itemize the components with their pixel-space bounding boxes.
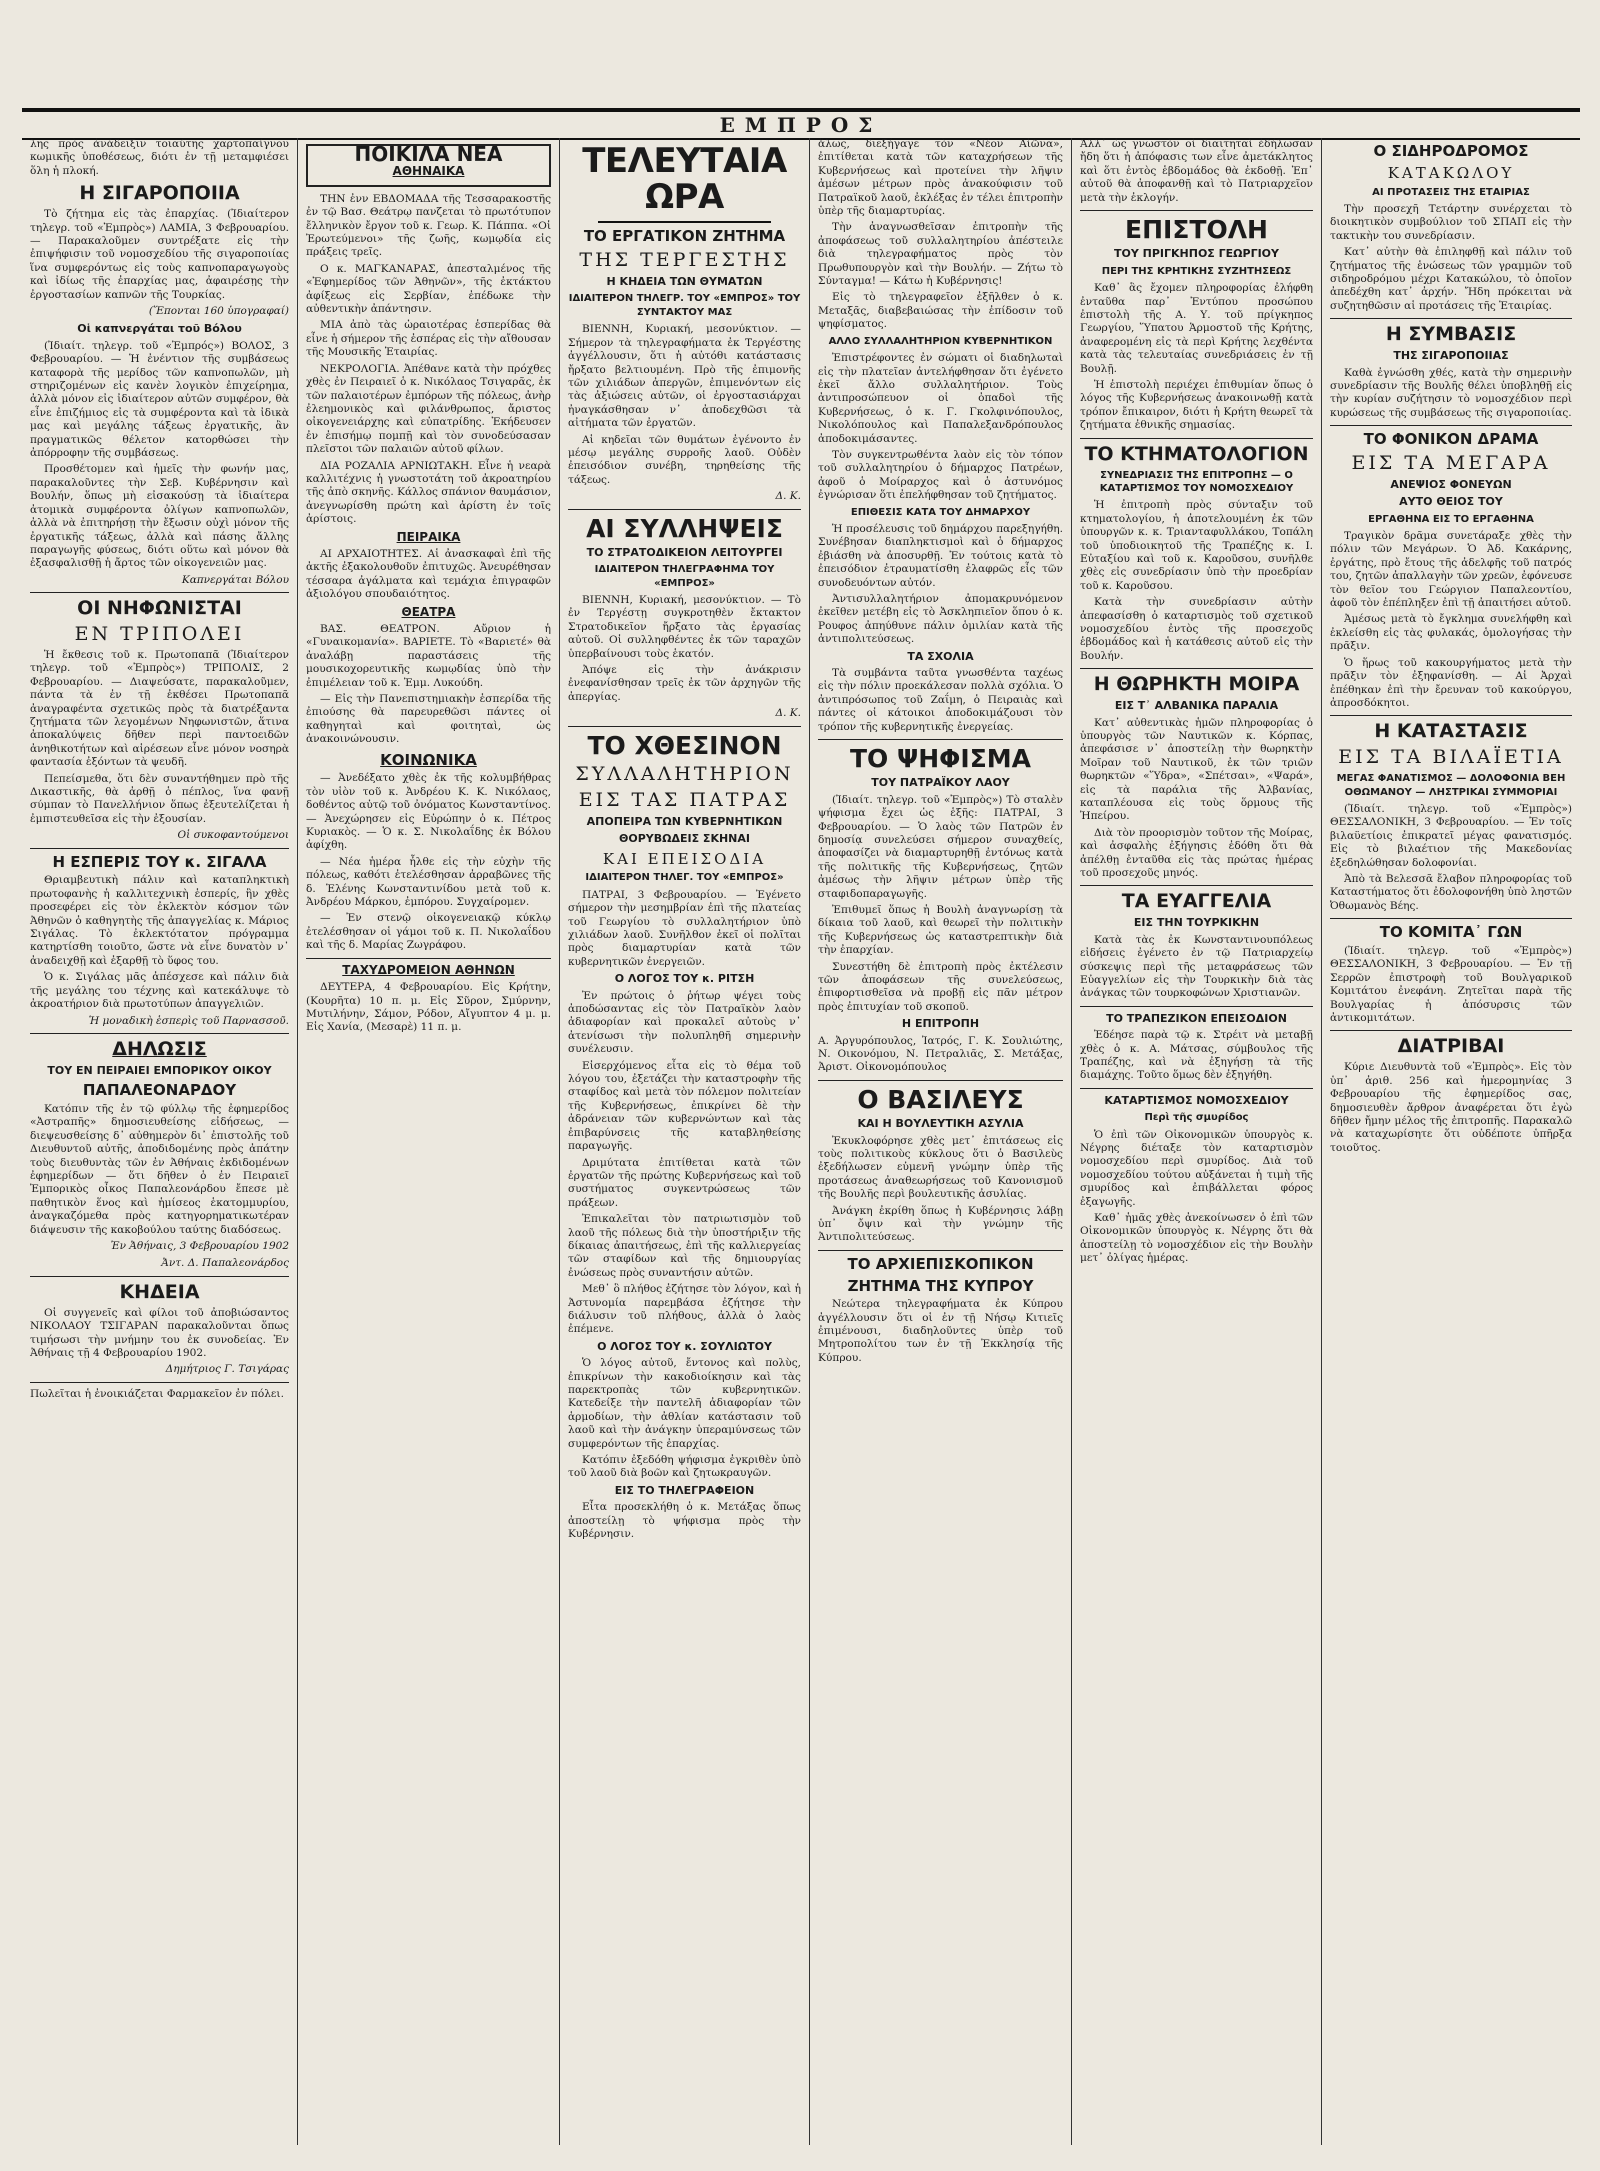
article-text: ΔΕΥΤΕΡΑ, 4 Φεβρουαρίου. Εἰς Κρήτην, (Κουρῆτα) 10 π. μ. Εἰς Σῦρον, Σμύρνην, Μυτιλήνην, Σάμον, Ρόδον, Αἴγυπτον 4 μ. μ. Εἰς Χανία, (Μεσαρὲ) 11 π. μ. [306, 981, 551, 1034]
headline: ΔΙΑΤΡΙΒΑΙ [1397, 1035, 1505, 1058]
divider [1080, 210, 1313, 211]
column-3 [560, 138, 810, 2145]
article-text: Κατὰ τὴν συνεδρίασιν αὐτὴν ἀπεφασίσθη ὁ καταρτισμὸς τοῦ σχετικοῦ νομοσχεδίου ἐντὸς τῆς προσεχοῦς ἑβδομάδος καὶ ἡ κατάθεσις αὐτοῦ εἰς τὴν Βουλήν. [1080, 596, 1313, 662]
subheadline: ΤΟΥ ΠΡΙΓΚΗΠΟΣ ΓΕΩΡΓΙΟΥ [1113, 247, 1279, 261]
headline: ΠΑΠΑΛΕΟΝΑΡΔΟΥ [82, 1081, 237, 1100]
headline: ΕΙΣ ΤΑΣ ΠΑΤΡΑΣ [578, 788, 791, 811]
signature: Δ. Κ. [775, 707, 801, 720]
article-text: Ἀνάγκη ἐκρίθη ὅπως ἡ Κυβέρνησις λάβῃ ὑπ᾽ ὄψιν καὶ τὴν γνώμην τῆς Ἀντιπολιτεύσεως. [818, 1204, 1063, 1244]
article-text: λης πρὸς ἀνάδειξιν τοιαύτης χαρτοπαίγνου κωμικῆς ὑποθέσεως, διότι ἐν τῇ μεταμφιέσει ὅλη ἡ πλοκή. [30, 138, 289, 177]
article-text: Τὰ συμβάντα ταῦτα γνωσθέντα ταχέως εἰς τὴν πόλιν προεκάλεσαν πολλὰ σχόλια. Ὁ ἀντιπρόσωπος τοῦ Ζαΐμη, ὁ Πειραιὰς καὶ πάντες οἱ κάτοικοι ἀποδοκιμάζουσι τὸν τρόπον τῆς κυβερνητικῆς ἐνεργείας. [818, 667, 1063, 733]
article-text: Κατ᾽ αὐθεντικὰς ἡμῶν πληροφορίας ὁ ὑπουργὸς τῶν Ναυτικῶν κ. Κόρπας, ἀπεφάσισε ν᾽ ἀποστείλῃ τὴν θωρηκτὴν Μοῖραν τοῦ Ναυτικοῦ, ἐκ τῶν τριῶν θωρηκτῶν «Ὕδρα», «Σπέτσαι», «Ψαρά», εἰς τὰ παράλια τῆς Ἀλβανίας, καταπλέουσα εἰς τοὺς ὅρμους τῆς Ἠπείρου. [1080, 716, 1313, 823]
article-text: Καθὰ ἐγνώσθη χθές, κατὰ τὴν σημερινὴν συνεδρίασιν τῆς Βουλῆς θέλει ὑποβληθῇ εἰς τὴν κυρίαν συζήτησιν τὸ νομοσχέδιον περὶ κυρώσεως τῆς συμβάσεως τῆς σιγαροποιίας. [1330, 366, 1572, 419]
article-text: — Ἀνεδέξατο χθὲς ἐκ τῆς κολυμβήθρας τὸν υἱὸν τοῦ κ. Ἀνδρέου Κ. Κ. Νικόλαος, δοθέντος αὐτῷ τοῦ ὀνόματος Κωνσταντίνος. — Ἀνεχώρησεν εἰς Εὐρώπην ὁ κ. Πέτρος Κυριακὸς. — Ὁ κ. Σ. Νικολαΐδης ἐκ Βόλου ἀφίχθη. [306, 772, 551, 852]
divider [30, 1276, 289, 1277]
dateline: Ἐν Ἀθήναις, 3 Φεβρουαρίου 1902 [110, 1240, 289, 1253]
headline: ΚΑΙ ΕΠΕΙΣΟΔΙΑ [602, 849, 767, 868]
divider [1080, 1088, 1313, 1089]
signature: (Ἕπονται 160 ὑπογραφαί) [148, 305, 289, 317]
article-text: Α. Ἀργυρόπουλος, Ἰατρός, Γ. Κ. Σουλιώτης, Ν. Οικονόμου, Ν. Πετραλιᾶς, Σ. Μετάξας, Ἀριστ. Οἰκονομόπουλος [818, 1034, 1063, 1074]
article-text: Ο κ. ΜΑΓΚΑΝΑΡΑΣ, ἀπεσταλμένος τῆς «Ἐφημερίδος τῶν Ἀθηνῶν», τῆς ἐκτάκτου ἀφίξεως εἰς Σερβίαν, ἐπέδωκε τὴν αὐθεντικὴν ἀπάντησιν. [306, 262, 551, 316]
article-text: Μεθ᾽ ὃ πλήθος ἐζήτησε τὸν λόγον, καὶ ἡ Ἀστυνομία παρεμβάσα ἐζήτησε τὴν διάλυσιν τοῦ πλήθους, ἀλλὰ ὁ λαὸς ἐπέμενε. [568, 1283, 801, 1336]
subheadline: ΠΕΡΙ ΤΗΣ ΚΡΗΤΙΚΗΣ ΣΥΖΗΤΗΣΕΩΣ [1101, 265, 1292, 277]
headline: ΑΙ ΣΥΛΛΗΨΕΙΣ [586, 513, 783, 543]
article-text: ΒΙΕΝΝΗ, Κυριακή, μεσονύκτιον. — Σήμερον τὰ τηλεγραφήματα ἐκ Τεργέστης ἀγγέλλουσιν, ὅτι ἡ αὐτόθι κατάστασις ἤρξατο βελτιουμένη. Πρὸ τῆς ἐπιμονῆς τῶν χιλιάδων ἀπεργῶν, ἐπιμενόντων εἰς τὰς ἀξιώσεις αὐτῶν, οἱ ἐργοστασιάρχαι ἠναγκάσθησαν ν᾽ ἀποδεχθῶσι τὰ αἰτήματα τῶν ἐργατῶν. [568, 323, 801, 430]
section-title: ΠΟΙΚΙΛΑ ΝΕΑ [354, 142, 503, 166]
article-text: Ἐπιθυμεῖ ὅπως ἡ Βουλὴ ἀναγνωρίσῃ τὰ δίκαια τοῦ λαοῦ, καὶ θεωρεῖ τὴν πολιτικὴν τῆς Κυβερνήσεως ὡς καταστρεπτικὴν διὰ τὴν ἐπαρχίαν. [818, 903, 1063, 957]
headline: ΣΥΛΛΑΛΗΤΗΡΙΟΝ [575, 762, 794, 785]
article-text: Κατ᾽ αὐτὴν θὰ ἐπιληφθῇ καὶ πάλιν τοῦ ζητήματος τῆς ἑνώσεως τῶν γραμμῶν τοῦ σιδηροδρόμου μέχρι Κατακώλου, τὸ ὁποῖον ἀπεδέχθη κατ᾽ ἀρχήν. Ἤδη πρόκειται νὰ συζητηθῶσιν αἱ προτάσεις τῆς Ἑταιρίας. [1330, 246, 1572, 312]
article-text: Πωλεῖται ἡ ἐνοικιάζεται Φαρμακεῖον ἐν πόλει. [30, 1387, 284, 1400]
divider [30, 848, 289, 849]
divider [1080, 668, 1313, 669]
headline: ΤΟ ΨΗΦΙΣΜΑ [849, 744, 1032, 774]
article-text: — Ἐν στενῷ οἰκογενειακῷ κύκλῳ ἐτελέσθησαν οἱ γάμοι τοῦ κ. Π. Νικολαΐδου καὶ τῆς δ. Μαρίας Ζωγράφου. [306, 912, 551, 952]
subheadline: ΤΗΣ ΣΙΓΑΡΟΠΟΙΙΑΣ [1393, 349, 1509, 363]
article-text: ΤΗΝ ἐνν ΕΒΔΟΜΑΔΑ τῆς Τεσσαρακοστῆς ἐν τῷ Βασ. Θεάτρῳ πανζεται τὸ πρωτότυπον ἔλληνικὸν ἔργον τοῦ κ. Γεωρ. Κ. Πάππα. «Οἱ Ἐρωτεύμενοι» τῆς ζωῆς, κωμῳδία εἰς πράξεις τρεῖς. [306, 192, 551, 259]
article-text: ΒΙΕΝΝΗ, Κυριακή, μεσονύκτιον. — Τὸ ἐν Τεργέστῃ συγκροτηθὲν ἔκτακτον Στρατοδικεῖον ἤρξατο τὰς ἐργασίας αὐτοῦ. Οἱ συλληφθέντες ἐκ τῶν ταραχῶν ὑπερβαίνουσι τοὺς ἑκατόν. [568, 594, 801, 660]
article-text: Τὸν συγκεντρωθέντα λαὸν εἰς τὸν τόπον τοῦ συλλαλητηρίου ὁ δήμαρχος Πατρέων, ἀφοῦ ὁ Μοίραρχος καὶ ὁ ἀστυνόμος ἐγνώρισαν ὅτι ἐπελήφθησαν τοῦ ζητήματος. [818, 448, 1063, 502]
article-text: Πεπείσμεθα, ὅτι δὲν συναντήθημεν πρὸ τῆς Δικαστικῆς, θὰ ἀρθῇ ὁ πέπλος, ἵνα φανῇ σύμπαν τὸ Πανελλήνιον ὅπως ἐξευτελίζεται ἡ ἐμπιστευθεῖσα εἰς τὴν ἐξουσίαν. [30, 772, 289, 825]
headline: Η ΚΑΤΑΣΤΑΣΙΣ [1374, 720, 1528, 743]
article-text: Ἡ ἐπιστολὴ περιέχει ἐπιθυμίαν ὅπως ὁ λόγος τῆς Κυβερνήσεως ἀνακοινωθῇ κατὰ τρόπον ἔπικαιρον, διότι ἡ Κρήτη θεωρεῖ τὰ ζητήματα ἐθνικῆς σημασίας. [1080, 378, 1313, 432]
divider [598, 221, 771, 223]
divider [1330, 918, 1572, 919]
divider [1330, 318, 1572, 319]
article-text: ΝΕΚΡΟΛΟΓΙΑ. Ἀπέθανε κατὰ τὴν πρόχθες χθὲς ἐν Πειραιεῖ ὁ κ. Νικόλαος Τσιγαρᾶς, ἐκ τῶν παλαιοτέρων ἐμπόρων τῆς πόλεως, ἀνὴρ ἐλεημονικὸς καὶ φιλάνθρωπος, ἄριστος οἰκογενειάρχης καὶ εὐπατρίδης. Ἐκήδευσεν ἐν ἐπισήμῳ πομπῇ καὶ τὸν συνοδεύσασαν πλεῖστοι τῶν παλαιῶν αὐτοῦ φίλων. [306, 362, 551, 456]
article-text: Ὁ λόγος αὐτοῦ, ἔντονος καὶ πολὺς, ἐπικρίνων τὴν κακοδιοίκησιν καὶ τὰς παρεκτροπὰς τῶν κυβερνητικῶν. Κατεδείξε τὴν παντελῆ ἀδιαφορίαν τῶν ἁρμοδίων, τὴν ἀθλίαν κατάστασιν τοῦ λαοῦ καὶ τὴν ἀνάγκην ὑπεραμύνσεως τῶν συμφερόντων τῆς ἐπαρχίας. [568, 1357, 801, 1450]
article-text: Ἀπὸ τὰ Βελεσσᾶ ἔλαβον πληροφορίας τοῦ Καταστήματος ὅτι ἐδολοφονήθη ὑπὸ ληστῶν Ὀθωμανὸς Βέης. [1330, 873, 1572, 912]
headline: ΚΟΙΝΩΝΙΚΑ [380, 750, 477, 769]
divider [568, 726, 801, 727]
article-text: — Νέα ἡμέρα ἦλθε εἰς τὴν εὐχὴν τῆς πόλεως, καθότι ἐτελέσθησαν ἀρραβῶνες τῆς δ. Ἑλένης Κωνσταντινίδου μετὰ τοῦ κ. Ἀνδρέου Μάρκου, ἐμπόρου. Συγχαίρομεν. [306, 855, 551, 909]
article-text: Τὴν προσεχῆ Τετάρτην συνέρχεται τὸ διοικητικὸν συμβούλιον τοῦ ΣΠΑΠ εἰς τὴν τακτικὴν του συνεδρίασιν. [1330, 202, 1572, 242]
subheadline: ΜΕΓΑΣ ΦΑΝΑΤΙΣΜΟΣ — ΔΟΛΟΦΟΝΙΑ ΒΕΗ ΟΘΩΜΑΝΟΥ — ΛΗΣΤΡΙΚΑΙ ΣΥΜΜΟΡΙΑΙ [1336, 773, 1566, 798]
masthead-title: ΕΜΠΡΟΣ [719, 113, 883, 137]
headline: ΕΙΣ ΤΑ ΒΙΛΑΪΕΤΙΑ [1338, 746, 1564, 769]
article-text: Κατόπιν τῆς ἐν τῷ φύλλῳ τῆς ἐφημερίδος «Ἀστραπῆς» δημοσιευθείσης εἰδήσεως, — διεψευσθείσης δ᾽ αὐθημερὸν δι᾽ ἐπιστολῆς τοῦ Διευθυντοῦ αὐτῆς, ἀποδιδομένης πρὸς ἀπάτην τοὺς διευθυντὰς τῶν ἐν Ἀθήναις ἐκδιδομένων ἐφημερίδων — ὅτι δῆθεν ὁ ἐν Πειραιεῖ Ἐμπορικὸς οἶκος Παπαλεονάρδου ἔπεσε μὲ παθητικὸν ἕνος καὶ ἡμίσεος ἑκατομμυρίου, ἀναγκαζόμεθα πρὸς κατηγορηματικωτέραν διάψευσιν τῆς κακοβούλου ταύτης διαδόσεως. [30, 1103, 289, 1236]
article-text: (Ἰδιαίτ. τηλεγρ. τοῦ «Ἐμπρὸς») Τὸ σταλὲν ψήφισμα ἔχει ὡς ἑξῆς: ΠΑΤΡΑΙ, 3 Φεβρουαρίου. — Ὁ λαὸς τῶν Πατρῶν ἐν δημοσίᾳ συνελεύσει σήμερον συναχθείς, ἀποφασίζει νὰ διαμαρτυρηθῇ ἐντόνως κατὰ τῆς πολιτικῆς τῆς Κυβερνήσεως, ζητῶν ἀμέσως τὴν λῆψιν μέτρων ὑπὲρ τῆς σταφιδοπαραγωγῆς. [818, 793, 1063, 900]
article-text: Ἐδέησε παρὰ τῷ κ. Στρέιτ νὰ μεταβῇ χθὲς ὁ κ. Α. Μάτσας, σύμβουλος τῆς Τραπέζης, καὶ νὰ ἐξηγήσῃ τὰ τῆς διαμάχης. Τοῦτο ὅμως δὲν ἐξηγήθη. [1080, 1029, 1313, 1082]
article-text: Ὁ κ. Σιγάλας μᾶς ἀπέσχεσε καὶ πάλιν διὰ τῆς μεγάλης του τέχνης καὶ κατεκάλυψε τὸ ἀκροατήριον διὰ πρωτοτύπων ἀπαγγελιῶν. [30, 971, 289, 1011]
masthead [22, 108, 1580, 140]
article-text: Κατόπιν ἐξεδόθη ψήφισμα ἐγκριθὲν ὑπὸ τοῦ λαοῦ διὰ βοῶν καὶ ζητωκραυγῶν. [568, 1454, 801, 1480]
section-subtitle: ΑΘΗΝΑΙΚΑ [392, 164, 465, 179]
headline: ΔΗΛΩΣΙΣ [112, 1037, 207, 1060]
subheadline: ΙΔΙΑΙΤΕΡΟΝ ΤΗΛΕΓΡ. ΤΟΥ «ΕΜΠΡΟΣ» ΤΟΥ ΣΥΝΤΑΚΤΟΥ ΜΑΣ [568, 293, 801, 318]
article-text: (Ἰδιαίτ. τηλεγρ. τοῦ «Ἐμπρὸς») ΘΕΣΣΑΛΟΝΙΚΗ, 3 Φεβρουαρίου. — Ἐν τῇ Σερρῶν ἐπιστροφὴ τοῦ Βουλγαρικοῦ Κομιτάτου ἐνεφάνη. Ζητεῖται παρὰ τῆς Βουλγαρίας ἡ ἀπόσυρσις τῶν ἀντικομιτάτων. [1330, 945, 1572, 1025]
headline: ΤΟ ΧΘΕΣΙΝΟΝ [587, 730, 782, 760]
article-text: Νεώτερα τηλεγραφήματα ἐκ Κύπρου ἀγγέλλουσιν ὅτι οἱ ἐν τῇ Νήσῳ Κιτιεῖς ἐπιμένουσι, διαδηλοῦντες ὑπὲρ τοῦ Μητροπολίτου των ἐν τῇ Ἐκκλησίᾳ τῆς Κύπρου. [818, 1298, 1063, 1364]
headline: Η ΣΙΓΑΡΟΠΟΙΙΑ [79, 182, 240, 205]
columns [22, 138, 1580, 2145]
divider [1330, 425, 1572, 426]
headline: ΤΟ ΚΤΗΜΑΤΟΛΟΓΙΟΝ [1084, 442, 1309, 465]
subheadline: ΕΠΙΘΕΣΙΣ ΚΑΤΑ ΤΟΥ ΔΗΜΑΡΧΟΥ [850, 506, 1031, 518]
article-text: Ὁ ἐπὶ τῶν Οἰκονομικῶν ὑπουργὸς κ. Νέγρης διέταξε τὸν καταρτισμὸν νομοσχεδίου περὶ σμυρίδος. Διὰ τοῦ νομοσχεδίου τούτου αὐξάνεται ἡ τιμὴ τῆς σμυρίδος καὶ ἐπιβάλλεται φόρος ἐξαγωγῆς. [1080, 1128, 1313, 1208]
article-text: Ἀμέσως μετὰ τὸ ἔγκλημα συνελήφθη καὶ ἐκλείσθη εἰς τὰς φυλακάς, ὁμολογήσας τὴν πρᾶξιν. [1330, 613, 1572, 653]
subheadline: ΙΔΙΑΙΤΕΡΟΝ ΤΗΛΕΓ. ΤΟΥ «ΕΜΠΡΟΣ» [585, 872, 784, 884]
article-text: Ἀντισυλλαλητήριον ἀπομακρυνόμενον ἐκεῖθεν μετέβη εἰς τὸ Ἀσκληπιεῖον ὅπου ὁ κ. Ρουφος ἀπηύθυνε πάλιν ὁμιλίαν κατὰ τῆς ἀντιπολιτεύσεως. [818, 593, 1063, 646]
divider [1330, 1030, 1572, 1031]
headline: ΕΝ ΤΡΙΠΟΛΕΙ [74, 623, 245, 646]
article-text: Ἐπικαλεῖται τὸν πατριωτισμὸν τοῦ λαοῦ τῆς πόλεως διὰ τὴν ὑποστήριξιν τῆς δίκαιας ἀπαιτήσεως, ἐπὶ τῆς καλλιεργείας τῶν σταφίδων καὶ τῆς δημιουργίας ἐνώσεως πρὸς συναντήσιν αὐτῶν. [568, 1213, 801, 1279]
headline: Ο ΣΙΔΗΡΟΔΡΟΜΟΣ [1373, 142, 1529, 160]
divider [306, 958, 551, 959]
headline: ΤΟ ΑΡΧΙΕΠΙΣΚΟΠΙΚΟΝ [847, 1254, 1034, 1273]
subheadline: ΕΙΣ ΤΟ ΤΗΛΕΓΡΑΦΕΙΟΝ [614, 1483, 755, 1497]
signature: Ἡ μοναδικὴ ἑσπερὶς τοῦ Παρνασσοῦ. [88, 1014, 289, 1027]
headline: ΤΑ ΕΥΑΓΓΕΛΙΑ [1121, 890, 1272, 913]
headline: Ο ΒΑΣΙΛΕΥΣ [857, 1084, 1024, 1114]
subheadline: ΤΑ ΣΧΟΛΙΑ [907, 649, 974, 663]
divider [30, 592, 289, 593]
subheadline: ΤΟ ΤΡΑΠΕΖΙΚΟΝ ΕΠΕΙΣΟΔΙΟΝ [1106, 1011, 1287, 1025]
divider [30, 1382, 289, 1383]
article-text: ἄλως, διεξήγαγε τὸν «Νέον Αἰῶνα», ἐπιτίθεται κατὰ τῶν καταχρήσεων τῆς Κυβερνήσεως καὶ προτείνει τὴν λῆψιν ἀμέσων μέτρων πρὸς ἀνακούφισιν τοῦ Πατραϊκοῦ λαοῦ, ἐκλέξας ἐν τέλει ἐπιτροπὴν ὑπὲρ τῆς διαμαρτυρίας. [818, 138, 1063, 218]
headline: Η ΘΩΡΗΚΤΗ ΜΟΙΡΑ [1093, 673, 1300, 696]
article-text: ΑΙ ΑΡΧΑΙΟΤΗΤΕΣ. Αἱ ἀνασκαφαὶ ἐπὶ τῆς ἀκτῆς ἐξακολουθοῦν ἐπιτυχῶς. Ἀνευρέθησαν τέσσαρα ἀγάλματα καὶ τεμάχια ἐπιγραφῶν ἀξιολόγου σπουδαιότητος. [306, 547, 551, 601]
article-text: Κύριε Διευθυντὰ τοῦ «Ἐμπρὸς». Εἰς τὸν ὑπ᾽ ἀριθ. 256 καὶ ἡμερομηνίας 3 Φεβρουαρίου τῆς ἐφημερίδος σας, δημοσιευθὲν ἄρθρον ἀναφέρεται ὅτι ἐγὼ δῆθεν ἤμην μέλος τῆς ἐπιτροπῆς. Παρακαλῶ νὰ καταχωρίσητε ὅτι οὐδέποτε ὑπῆρξα τοιοῦτος. [1330, 1061, 1572, 1154]
article-text: Θριαμβευτικὴ πάλιν καὶ καταπληκτικὴ πρωτοφανὴς ἡ καλλιτεχνικὴ ἑσπερίς, ἣν χθὲς προσεφέρει εἰς τὸν ἐκλεκτὸν κόσμον τῶν Ἀθηνῶν ὁ καθηγητὴς τῆς ἀπαγγελίας κ. Μάριος Σιγάλας. Τὸ ἐκλεκτότατον πρόγραμμα κατηρτίσθη τοιοῦτο, ὥστε νὰ εἶνε δυνατὸν ν᾽ ἀναδειχθῇ καὶ ἐξαρθῇ τὸ ὕφος του. [30, 874, 289, 967]
article-text: Εἶτα προσεκλήθη ὁ κ. Μετάξας ὅπως ἀποστείλῃ τὸ ψήφισμα πρὸς τὴν Κυβέρνησιν. [568, 1501, 801, 1541]
article-text: Τὴν ἀναγνωσθεῖσαν ἐπιτροπὴν τῆς ἀποφάσεως τοῦ συλλαλητηρίου ἀπέστειλε διὰ τηλεγραφήματος πρὸς τὸν Πρωθυπουργὸν καὶ τὴν Βουλήν. — Ζήτω τὸ Σύνταγμα! — Κάτω ἡ Κυβέρνησις! [818, 221, 1063, 288]
column-1 [22, 138, 298, 2145]
headline: ΚΗΔΕΙΑ [119, 1280, 200, 1303]
divider [818, 1250, 1063, 1251]
article-text: Συνεστήθη δὲ ἐπιτροπὴ πρὸς ἐκτέλεσιν τῶν ἀποφάσεων τῆς συνελεύσεως, ἐπιφορτισθεῖσα νὰ προβῇ εἰς πᾶν μέτρον πρὸς ἐπιτυχίαν τοῦ σκοποῦ. [818, 960, 1063, 1013]
headline: ΤΕΛΕΥΤΑΙΑ ΩΡΑ [582, 141, 787, 217]
article-text: — Εἰς τὴν Πανεπιστημιακὴν ἑσπερίδα τῆς ἐπιούσης θὰ παρευρεθῶσι πάντες οἱ καθηγηταὶ καὶ φοιτηταὶ, ὡς ἀνακοινώνουσιν. [306, 693, 551, 746]
headline: ΤΟ ΦΟΝΙΚΟΝ ΔΡΑΜΑ [1363, 430, 1539, 449]
subheadline: Η ΕΠΙΤΡΟΠΗ [901, 1017, 980, 1031]
subheadline: ΕΡΓΑΘΗΝΑ ΕΙΣ ΤΟ ΕΡΓΑΘΗΝΑ [1368, 513, 1534, 525]
article-text: Ἐπιστρέφοντες ἐν σώματι οἱ διαδηλωταὶ εἰς τὴν πλατεῖαν ἀντελήφθησαν ὅτι ἐγένετο ἐκεῖ ἄλλο συλλαλητήριον. Τοὺς ἀντιπροσώπευον οἱ ὀπαδοὶ τῆς Κυβερνήσεως, ὁ κ. Γ. Γκολφινόπουλος, Νικολόπουλος καὶ Παπαλεξανδρόπουλος ἀποδοκιμάσαντες. [818, 352, 1063, 445]
article-text: (Ἰδιαίτ. τηλεγρ. τοῦ «Ἐμπρὸς») ΘΕΣΣΑΛΟΝΙΚΗ, 3 Φεβρουαρίου. — Ἐν τοῖς βιλαϋετίοις ἐπικρατεῖ μέγας φανατισμός. Εἰς τὸ βιλαέτιον τῆς Μακεδονίας ἐξεδηλώθησαν δολοφονίαι. [1330, 803, 1572, 869]
section-subtitle: ΤΑΧΥΔΡΟΜΕΙΟΝ ΑΘΗΝΩΝ [342, 962, 515, 977]
article-text: (Ἰδιαίτ. τηλεγρ. τοῦ «Ἐμπρός») ΒΟΛΟΣ, 3 Φεβρουαρίου. — Ἡ ἐνέντιον τῆς συμβάσεως καταφορὰ τῆς μερίδος τῶν καπνοπωλῶν, μὴ στηριζομένων εἰς κανὲν λογικὸν ἐπιχείρημα, ἀλλὰ μόνον εἰς ἰδιαίτερον αὐτῶν συμφέρον, θὰ εἶνε ἐπιζήμιος εἰς τὰ συμφέροντα καὶ τὰ ἰδικὰ μας καὶ μεγάλης τάξεως ἐργατικῆς, ἂν πραγματικῶς θέλετον κατορθώσει τὴν ἀπόρροφην τῆς συμβάσεως. [30, 339, 289, 460]
divider [568, 509, 801, 510]
article-text: ΔΙΑ ΡΟΖΑΛΙΑ ΑΡΝΙΩΤΑΚΗ. Εἶνε ἡ νεαρὰ καλλιτέχνις ἡ γνωστοτάτη τοῦ ἀκροατηρίου τῆς ἀπὸ σκηνῆς. Κάλλος σπάνιον θαυμάσιον, ἀνεγνωρίσθη πρώτη καὶ ἀρίστη ἐν τοῖς ἀρίστοις. [306, 459, 551, 526]
divider [1330, 715, 1572, 716]
article-text: ΜΙΑ ἀπὸ τὰς ὡραιοτέρας ἑσπερίδας θὰ εἶνε ἡ σήμερον τῆς ἐσπέρας εἰς τὴν αἴθουσαν τῆς Μουσικῆς Ἑταιρίας. [306, 319, 551, 359]
column-4 [810, 138, 1072, 2145]
divider [1080, 438, 1313, 439]
signature: Καπνεργάται Βόλου [181, 573, 289, 586]
article-text: Ἐν πρώτοις ὁ ῥήτωρ ψέγει τοὺς ἀποδώσαντας εἰς τὸν Πατραϊκὸν λαὸν ἀδιαφορίαν καὶ προκαλεῖ αὐτοὺς ν᾽ ἀτενίσωσι τὴν πολυπληθῆ σημερινὴν συνέλευσιν. [568, 989, 801, 1056]
subheadline: ΕΙΣ ΤΗΝ ΤΟΥΡΚΙΚΗΝ [1133, 916, 1260, 930]
divider [30, 1033, 289, 1034]
article-text: Τραγικὸν δρᾶμα συνετάραξε χθὲς τὴν πόλιν τῶν Μεγάρων. Ὁ Ἀδ. Κακάρνης, ἐργάτης, πρὸ ἔτους τῆς ἀδελφῆς τοῦ πατρός του, ζητῶν ἀπαλλαγὴν τῶν χρεῶν, ἐφόνευσε τὸν θεῖον του Γεώργιον Παπαλεοντίου, ἀφοῦ τὸν ἐπέπληξεν ἐπὶ τῇ ἀπαιτήσει αὐτοῦ. [1330, 530, 1572, 610]
headline: ΟΙ ΝΗΦΩΝΙΣΤΑΙ [77, 597, 242, 620]
headline: Η ΕΣΠΕΡΙΣ ΤΟΥ κ. ΣΙΓΑΛΑ [52, 852, 267, 871]
headline: ΕΠΙΣΤΟΛΗ [1125, 215, 1268, 245]
article-text: Ἡ ἐπιτροπὴ πρὸς σύνταξιν τοῦ κτηματολογίου, ἡ ἀποτελουμένη ἐκ τῶν ὑπουργῶν κ. κ. Τριανταφυλλάκου, Τοπάλη τοῦ ὑποδιοικητοῦ τῆς Τραπέζης κ. Ι. Εὐταξίου καὶ τοῦ κ. Καροῦσου, συνῆλθε χθὲς εἰς συνεδρίασιν ὑπὸ τὴν προεδρίαν τοῦ κ. Καροῦσου. [1080, 499, 1313, 592]
article-text: Οἱ συγγενεῖς καὶ φίλοι τοῦ ἀποβιώσαντος ΝΙΚΟΛΑΟΥ ΤΣΙΓΑΡΑΝ παρακαλοῦνται ὅπως τιμήσωσι τὴν μνήμην του ἐκ συνοδείας. Ἐν Ἀθήναις τῇ 4 Φεβρουαρίου 1902. [30, 1306, 289, 1360]
divider [818, 739, 1063, 740]
article-text: Διὰ τὸν προορισμὸν τοῦτον τῆς Μοίρας, καὶ ἀσφαλὴς ἐξήγησις ἐδόθη ὅτι θὰ ἀπέλθῃ ἐνταῦθα εἰς τὰς πρώτας ἡμέρας τοῦ προσεχοῦς μηνός. [1080, 826, 1313, 879]
article-text: ΠΑΤΡΑΙ, 3 Φεβρουαρίου. — Ἐγένετο σήμερον τὴν μεσημβρίαν ἐπὶ τῆς πλατείας τοῦ Γεωργίου τὸ συλλαλητήριον ὑπὸ χιλιάδων λαοῦ. Συνῆλθον ἐκεῖ οἱ πολῖται πρὸς διαμαρτυρίαν κατὰ τῶν κυβερνητικῶν ἐνεργειῶν. [568, 888, 801, 968]
column-5 [1072, 138, 1322, 2145]
signature: Οἱ συκοφαντούμενοι [177, 829, 289, 842]
subheadline: ΑΙ ΠΡΟΤΑΣΕΙΣ ΤΗΣ ΕΤΑΙΡΙΑΣ [1372, 186, 1530, 198]
divider [1080, 885, 1313, 886]
subheadline: ΘΟΡΥΒΩΔΕΙΣ ΣΚΗΝΑΙ [619, 832, 750, 846]
article-text: Ἀπόψε εἰς τὴν ἀνάκρισιν ἐνεφανίσθησαν τρεῖς ἐκ τῶν ἀρχηγῶν τῆς ἀπεργίας. [568, 664, 801, 703]
subheadline: ΚΑΤΑΡΤΙΣΜΟΣ ΝΟΜΟΣΧΕΔΙΟΥ [1104, 1093, 1289, 1107]
article-text: Ἡ προσέλευσις τοῦ δημάρχου παρεξηγήθη. Συνέβησαν διαπληκτισμοὶ καὶ ὁ δήμαρχος ἐβιάσθη νὰ ἀποσυρθῇ. Ἐν τούτοις κατὰ τὸ ἐπεισόδιον ἐτραυματίσθη ἐλαφρῶς εἷς τῶν συνοδευόντων αὐτόν. [818, 522, 1063, 589]
subheadline: ΤΟΥ ΠΑΤΡΑΪΚΟΥ ΛΑΟΥ [871, 776, 1010, 790]
article-text: Δριμύτατα ἐπιτίθεται κατὰ τῶν ἐργατῶν τῆς πρώτης Κυβερνήσεως καὶ τοῦ συστήματος συγκεντρώσεως τῶν πράξεων. [568, 1156, 801, 1209]
signature: Δημήτριος Γ. Τσιγάρας [165, 1363, 289, 1376]
article-text: Ἀλλ᾽ ὡς γνωστὸν οἱ διαιτηταὶ ἐδήλωσαν ἤδη ὅτι ἡ ἀπόφασις των εἶνε ἀμετάκλητος καὶ ὅτι ἐντὸς ἑβδομάδος θὰ ἐκδοθῇ. Ἐπ᾽ αὐτοῦ θὰ ἀποφανθῇ καὶ τὸ Πατριαρχεῖον μετὰ τὴν ἐκλογήν. [1080, 138, 1313, 204]
headline: ΕΙΣ ΤΑ ΜΕΓΑΡΑ [1351, 451, 1551, 474]
section-box [306, 144, 551, 187]
headline: ΤΟ ΕΡΓΑΤΙΚΟΝ ΖΗΤΗΜΑ [583, 227, 786, 246]
headline: ΖΗΤΗΜΑ ΤΗΣ ΚΥΠΡΟΥ [847, 1276, 1034, 1295]
subheadline: ΚΑΙ Η ΒΟΥΛΕΥΤΙΚΗ ΑΣΥΛΙΑ [857, 1117, 1024, 1131]
headline: ΤΟ ΚΟΜΙΤΑ᾽ ΓΩΝ [1379, 923, 1523, 942]
article-text: Ὁ ἥρως τοῦ κακουργήματος μετὰ τὴν πρᾶξιν τὸν ἐξηφανίσθη. — Αἱ Ἀρχαὶ ἐπέθηκαν ἐπὶ τὴν ἔρευναν τοῦ κακούργου, ἀπροσδόκητοι. [1330, 656, 1572, 709]
subheadline: Ο ΛΟΓΟΣ ΤΟΥ κ. ΡΙΤΣΗ [614, 972, 755, 986]
subheadline: ΤΟ ΣΤΡΑΤΟΔΙΚΕΙΟΝ ΛΕΙΤΟΥΡΓΕΙ [586, 545, 783, 559]
subheadline: Περὶ τῆς σμυρίδος [1144, 1112, 1249, 1124]
headline: ΚΑΤΑΚΩΛΟΥ [1387, 163, 1515, 182]
article-text: Ἐκυκλοφόρησε χθὲς μετ᾽ ἐπιτάσεως εἰς τοὺς πολιτικοὺς κύκλους ὅτι ὁ Βασιλεὺς ἐξεδήλωσεν εὐμενῆ γνώμην ὑπὲρ τῆς προτάσεως ἀναθεωρήσεως τοῦ Κανονισμοῦ τῆς Βουλῆς περὶ βουλευτικῆς ἀσυλίας. [818, 1134, 1063, 1201]
subheadline: ΕΙΣ Τ᾽ ΑΛΒΑΝΙΚΑ ΠΑΡΑΛΙΑ [1114, 699, 1279, 713]
headline: Η ΣΥΜΒΑΣΙΣ [1385, 323, 1517, 346]
article-text: Τὸ ζήτημα εἰς τὰς ἐπαρχίας. (Ἰδιαίτερον τηλεγρ. τοῦ «Ἐμπρὸς») ΛΑΜΙΑ, 3 Φεβρουαρίου. — Παρακαλοῦμεν συντρέξατε εἰς τὴν ἐπιψήφισιν τοῦ νομοσχεδίου τῆς σιγαροποιίας ἵνα συμφερόντως εἰς τοὺς καπνοπαραγωγοὺς καὶ ἰδίως τῆς ἐπαρχίας μας, ἀφαιρέσῃς τὴν ἐργοστασίων καπνῶν τῆς Τουρκίας. [30, 208, 289, 301]
article-text: Καθ᾽ ἡμᾶς χθὲς ἀνεκοίνωσεν ὁ ἐπὶ τῶν Οἰκονομικῶν ὑπουργὸς κ. Νέγρης ὅτι θὰ ἀποστείλῃ τὸ νομοσχέδιον εἰς τὴν Βουλὴν μετ᾽ ὀλίγας ἡμέρας. [1080, 1212, 1313, 1265]
subheadline: ΑΥΤΟ ΘΕΙΟΣ ΤΟΥ [1399, 495, 1503, 509]
section-subtitle: ΘΕΑΤΡΑ [401, 604, 456, 619]
article-text: ΒΑΣ. ΘΕΑΤΡΟΝ. Αὔριον ἡ «Γυναικομανία». ΒΑΡΙΕΤΕ. Τὸ «Βαριετέ» θὰ ἀναλάβῃ παραστάσεις τῆς μουσικοχορευτικῆς κωμῳδίας ὑπὸ τὴν ἐπιμέλειαν τοῦ κ. Ἐμμ. Λυκούδη. [306, 623, 551, 689]
article-text: Εἰς τὸ τηλεγραφεῖον ἐξῆλθεν ὁ κ. Μεταξᾶς, διαβεβαιώσας τὴν ἐπίδοσιν τοῦ ψηφίσματος. [818, 291, 1063, 331]
article-text: Κατὰ τὰς ἐκ Κωνσταντινουπόλεως εἰδήσεις ἐγένετο ἐν τῷ Πατριαρχείῳ σύσκεψις περὶ τῆς μεταφράσεως τῶν Εὐαγγελίων εἰς τὴν Τουρκικὴν διὰ τὰς ἀνάγκας τῶν τουρκοφώνων Χριστιανῶν. [1080, 933, 1313, 1000]
headline: ΤΗΣ ΤΕΡΓΕΣΤΗΣ [579, 249, 790, 272]
article-text: Ἡ ἔκθεσις τοῦ κ. Πρωτοπαπᾶ (Ἰδιαίτερον τηλεγρ. τοῦ «Ἐμπρὸς») ΤΡΙΠΟΛΙΣ, 2 Φεβρουαρίου. — Διαψεύσατε, παρακαλοῦμεν, πάντα τὰ ἐν τῇ ἐκθέσει Πρωτοπαπᾶ ἀναγραφέντα σχετικῶς πρὸς τὰ διατρέξαντα ζητήματα τῶν λεγομένων Νηφωνιστῶν, ἅτινα ἀποκαλύψεις δῆθεν περὶ παντοειδῶν ἀνηθικοτήτων καὶ αἱρέσεων εἶνε μόνον νοσηρὰ φαντασία ἐξόντων τὰ ψευδῆ. [30, 649, 289, 769]
signature: Δ. Κ. [775, 490, 801, 503]
divider [818, 1080, 1063, 1081]
subheadline: ΑΛΛΟ ΣΥΛΛΑΛΗΤΗΡΙΟΝ ΚΥΒΕΡΝΗΤΙΚΟΝ [828, 335, 1053, 347]
divider [1080, 1006, 1313, 1007]
subheadline: ΑΝΕΨΙΟΣ ΦΟΝΕΥΩΝ [1390, 477, 1512, 491]
section-subtitle: ΠΕΙΡΑΙΚΑ [396, 529, 461, 544]
subheadline: ΣΥΝΕΔΡΙΑΣΙΣ ΤΗΣ ΕΠΙΤΡΟΠΗΣ — Ο ΚΑΤΑΡΤΙΣΜΟΣ ΤΟΥ ΝΟΜΟΣΧΕΔΙΟΥ [1099, 469, 1294, 494]
article-text: Προσθέτομεν καὶ ἡμεῖς τὴν φωνήν μας, παρακαλοῦντες τὴν Σεβ. Κυβέρνησιν καὶ Βουλήν, ὅπως μὴ εἰσακούσῃ τὰ ἰδιαίτερα ἀτομικὰ συμφέροντα ὀλίγων καπνοπωλῶν, ἀλλὰ νὰ ἐπιτηρήσῃ τὴν ἔξωσιν οὐχὶ μόνον τῆς ἐργατικῆς τάξεως, ἀλλὰ καὶ πάσης ἄλλης παραγωγῆς φύσεως, διότι οὕτω καὶ μόνον θὰ ἐξασφαλισθῇ ἡ ἄρτος τῶν οἰκογενειῶν μας. [30, 463, 289, 570]
subheadline: Η ΚΗΔΕΙΑ ΤΩΝ ΘΥΜΑΤΩΝ [606, 275, 763, 289]
column-2 [298, 138, 560, 2145]
column-6 [1322, 138, 1580, 2145]
article-text: Αἱ κηδεῖαι τῶν θυμάτων ἐγένοντο ἐν μέσῳ μεγάλης συρροῆς λαοῦ. Οὐδὲν ἐπεισόδιον συνέβη, τηρηθείσης τῆς τάξεως. [568, 433, 801, 486]
subheadline: ΤΟΥ ΕΝ ΠΕΙΡΑΙΕΙ ΕΜΠΟΡΙΚΟΥ ΟΙΚΟΥ [47, 1063, 272, 1077]
subheadline: ΑΠΟΠΕΙΡΑ ΤΩΝ ΚΥΒΕΡΝΗΤΙΚΩΝ [586, 814, 783, 828]
signature: Ἀντ. Δ. Παπαλεονάρδος [161, 1257, 289, 1270]
article-text: Εἰσερχόμενος εἶτα εἰς τὸ θέμα τοῦ λόγου του, ἐξετάζει τὴν καταστροφὴν τῆς σταφίδος καὶ μετὰ τὸν πόλεμον πολιτείαν τῆς Κυβερνήσεως, ἐπικρίνει δὲ τὴν ἀδράνειαν τῶν κυβερνώντων καὶ τὰς ἐπιβαρύνσεις τῆς καταβληθείσης παραγωγῆς. [568, 1059, 801, 1153]
article-text: Καθ᾽ ἃς ἔχομεν πληροφορίας ἐλήφθη ἐνταῦθα παρ᾽ Ἐντύπου προσώπου ἐπιστολὴ τῆς Α. Υ. τοῦ πρίγκηπος Γεωργίου, Ὕπατου Ἁρμοστοῦ τῆς Κρήτης, ἀναφερομένη εἰς τὰ περὶ Κρήτης λεχθέντα κατὰ τὰς τελευταίας συνεδριάσεις ἐν τῇ Βουλῇ. [1080, 282, 1313, 375]
subheadline: Οἱ καπνεργάται τοῦ Βόλου [77, 322, 242, 336]
subheadline: ΙΔΙΑΙΤΕΡΟΝ ΤΗΛΕΓΡΑΦΗΜΑ ΤΟΥ «ΕΜΠΡΟΣ» [594, 564, 775, 589]
subheadline: Ο ΛΟΓΟΣ ΤΟΥ κ. ΣΟΥΛΙΩΤΟΥ [597, 1339, 772, 1353]
